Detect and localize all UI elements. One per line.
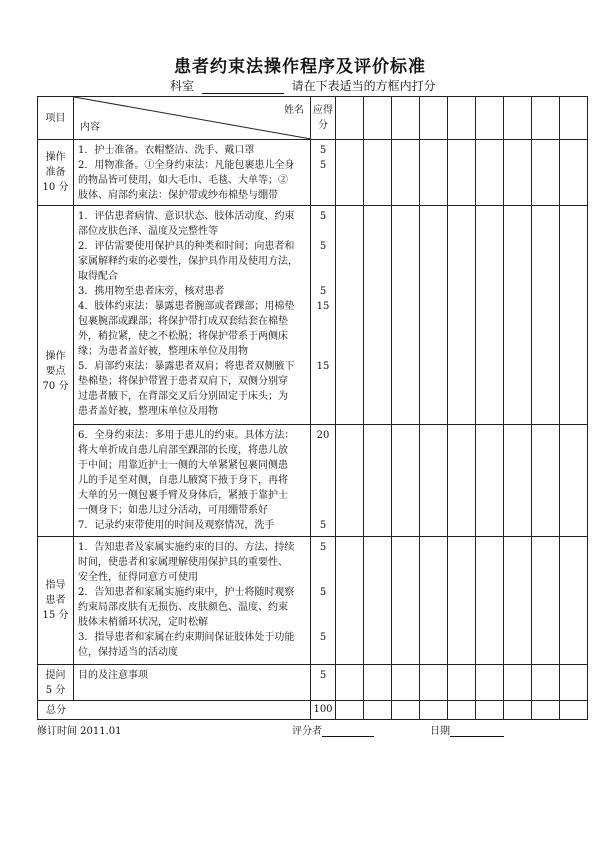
- score-value: [311, 473, 335, 488]
- grader-cell[interactable]: [420, 665, 448, 701]
- grader-cell[interactable]: [504, 140, 532, 206]
- date-blank[interactable]: [450, 725, 504, 737]
- grader-cell[interactable]: [336, 425, 364, 537]
- content-line: 2．用物准备。①全身约束法：凡能包裹患儿全身: [78, 160, 295, 171]
- cat-line: 操作: [45, 152, 66, 163]
- grader-cell[interactable]: [532, 206, 560, 425]
- header-name: 姓名: [284, 105, 304, 116]
- grader-cell[interactable]: [504, 206, 532, 425]
- grader-cell[interactable]: [364, 206, 392, 425]
- score-value: 5: [319, 587, 327, 598]
- grader-cell[interactable]: [532, 425, 560, 537]
- section-ops-part1: [38, 206, 588, 425]
- score-value: [311, 254, 335, 269]
- score-value: [311, 344, 335, 359]
- grader-cell[interactable]: [392, 206, 420, 425]
- score-value: [311, 314, 335, 329]
- content-line: 7．记录约束带使用的时间及观察情况，洗手: [78, 520, 275, 531]
- header-score: [311, 97, 336, 140]
- section-total: [38, 701, 588, 720]
- grader-label: 评分者: [292, 726, 322, 737]
- grader-cell[interactable]: [448, 425, 476, 537]
- cat-guide: [38, 537, 74, 665]
- grader-cell[interactable]: [392, 97, 420, 140]
- grader-cell[interactable]: [364, 701, 392, 720]
- score-value: [311, 488, 335, 503]
- grader-cell[interactable]: [448, 537, 476, 665]
- grader-cell[interactable]: [476, 140, 504, 206]
- dept-label: 科室: [170, 79, 195, 93]
- grader-cell[interactable]: [532, 97, 560, 140]
- page-title: 患者约束法操作程序及评价标准: [174, 57, 426, 77]
- instruction-text: 请在下表适当的方框内打分: [291, 79, 436, 93]
- content-line: 儿的手足至对侧，自患儿腋窝下掖于身下，再将: [78, 475, 288, 486]
- score-value: [311, 615, 335, 630]
- grader-cell[interactable]: [420, 206, 448, 425]
- score-value: 5: [319, 520, 327, 531]
- content-line: 肢体末梢循环状况，定时松解: [78, 617, 208, 628]
- content-line: 1．护士准备。衣帽整洁、洗手、戴口罩: [78, 145, 255, 156]
- grader-cell[interactable]: [392, 701, 420, 720]
- grader-cell[interactable]: [420, 97, 448, 140]
- score-value: 5: [319, 145, 327, 156]
- content-line: 外，稍拉紧，使之不松脱；将保护带系于两侧床: [78, 331, 288, 342]
- grader-cell[interactable]: [448, 140, 476, 206]
- cat-line: 指导: [45, 580, 66, 591]
- content-cell: [74, 140, 311, 206]
- cat-line: 准备: [45, 167, 66, 178]
- score-value: [311, 503, 335, 518]
- grader-cell[interactable]: [532, 140, 560, 206]
- score-value: 5: [319, 542, 327, 553]
- grader-cell[interactable]: [392, 665, 420, 701]
- content-line: 包裹腕部或踝部；将保护带打成双套结套在棉垫: [78, 316, 288, 327]
- content-line: 目的及注意事项: [78, 670, 148, 681]
- content-line: 于中间；用靠近护士一侧的大单紧紧包裹同侧患: [78, 460, 288, 471]
- grader-cell[interactable]: [364, 665, 392, 701]
- score-value: 5: [319, 670, 327, 681]
- grader-cell[interactable]: [364, 425, 392, 537]
- score-value: [311, 458, 335, 473]
- cat-line: 10 分: [42, 182, 69, 193]
- content-line: 3．携用物至患者床旁，核对患者: [78, 286, 225, 297]
- diagonal-line: [74, 97, 311, 139]
- date-label: 日期: [430, 726, 450, 737]
- content-line: 过患者腋下，在背部交叉后分别固定于床头；为: [78, 391, 288, 402]
- grader-cell[interactable]: [420, 701, 448, 720]
- evaluation-table: [37, 96, 588, 720]
- grader-cell[interactable]: [336, 206, 364, 425]
- score-value: 5: [319, 211, 327, 222]
- grader-cell[interactable]: [336, 701, 364, 720]
- grader-cell[interactable]: [364, 97, 392, 140]
- section-prep: [38, 140, 588, 206]
- content-line: 2．评估需要使用保护具的种类和时间；向患者和: [78, 241, 295, 252]
- grader-cell[interactable]: [448, 206, 476, 425]
- grader-cell[interactable]: [532, 701, 560, 720]
- content-cell: [74, 665, 311, 701]
- score-value: 5: [319, 160, 327, 171]
- revised-date: 修订时间 2011.01: [37, 726, 122, 737]
- score-cell: [311, 140, 336, 206]
- subtitle: [170, 77, 436, 94]
- dept-blank[interactable]: [202, 81, 284, 94]
- header-diagonal-cell: [74, 97, 311, 140]
- grader-cell[interactable]: [560, 97, 588, 140]
- grader-cell[interactable]: [504, 97, 532, 140]
- total-label: 总分: [38, 701, 311, 720]
- cat-ops: [38, 206, 74, 537]
- content-line: 约束局部皮肤有无损伤、皮肤颜色、温度、约束: [78, 602, 288, 613]
- content-line: 肢体、肩部约束法：保护带或纱布棉垫与绷带: [78, 190, 278, 201]
- cat-line: 患者: [45, 595, 66, 606]
- content-line: 患者盖好被，整理床单位及用物: [78, 406, 218, 417]
- score-value: 20: [316, 430, 330, 441]
- content-line: 时间，使患者和家属理解使用保护具的重要性、: [78, 557, 288, 568]
- content-line: 取得配合: [78, 271, 118, 282]
- score-cell: [311, 206, 336, 425]
- content-line: 部位皮肤色泽、温度及完整性等: [78, 226, 218, 237]
- grader-cell[interactable]: [392, 537, 420, 665]
- content-cell: [74, 206, 311, 425]
- content-line: 6．全身约束法：多用于患儿的约束。具体方法：: [78, 430, 295, 441]
- grader-cell[interactable]: [448, 701, 476, 720]
- score-value: 15: [316, 361, 330, 372]
- grader-cell[interactable]: [532, 537, 560, 665]
- content-line: 5．肩部约束法：暴露患者双肩；将患者双侧腋下: [78, 361, 295, 372]
- grader-cell[interactable]: [532, 665, 560, 701]
- grader-field: [292, 722, 374, 737]
- grader-cell[interactable]: [560, 701, 588, 720]
- cat-line: 5 分: [45, 684, 66, 696]
- content-cell: [74, 537, 311, 665]
- grader-cell[interactable]: [336, 665, 364, 701]
- grader-cell[interactable]: [336, 140, 364, 206]
- grader-cell[interactable]: [392, 140, 420, 206]
- grader-cell[interactable]: [476, 537, 504, 665]
- section-ask: [38, 665, 588, 701]
- score-value: 5: [319, 286, 327, 297]
- grader-cell[interactable]: [560, 425, 588, 537]
- grader-cell[interactable]: [476, 665, 504, 701]
- header-item: 项目: [38, 97, 74, 140]
- score-value: [311, 329, 335, 344]
- grader-blank[interactable]: [322, 725, 374, 737]
- header-row: [38, 97, 588, 140]
- grader-cell[interactable]: [476, 97, 504, 140]
- section-ops-part2: [38, 425, 588, 537]
- section-guide: [38, 537, 588, 665]
- grader-cell[interactable]: [504, 537, 532, 665]
- content-line: 一侧身下；如患儿过分活动，可用绷带系好: [78, 505, 268, 516]
- grader-cell[interactable]: [420, 537, 448, 665]
- grader-cell[interactable]: [476, 425, 504, 537]
- grader-cell[interactable]: [476, 206, 504, 425]
- score-cell: [311, 425, 336, 537]
- grader-cell[interactable]: [448, 97, 476, 140]
- grader-cell[interactable]: [476, 701, 504, 720]
- score-value: [311, 600, 335, 615]
- grader-cell[interactable]: [448, 665, 476, 701]
- grader-cell[interactable]: [560, 206, 588, 425]
- grader-cell[interactable]: [504, 665, 532, 701]
- grader-cell[interactable]: [364, 537, 392, 665]
- grader-cell[interactable]: [364, 140, 392, 206]
- cat-ask: [38, 665, 74, 701]
- header-content: 内容: [80, 122, 100, 133]
- score-cell: [311, 665, 336, 701]
- header-score-line1: 应得: [313, 105, 333, 116]
- content-line: 4．肢体约束法：暴露患者腕部或者踝部；用棉垫: [78, 301, 295, 312]
- content-line: 大单的另一侧包裹手臂及身体后，紧掖于靠护士: [78, 490, 288, 501]
- grader-cell[interactable]: [504, 701, 532, 720]
- grader-cell[interactable]: [560, 537, 588, 665]
- score-cell: [311, 537, 336, 665]
- content-line: 将大单折成自患儿肩部至踝部的长度，将患儿放: [78, 445, 288, 456]
- score-value: [311, 443, 335, 458]
- score-value: 15: [316, 301, 330, 312]
- cat-line: 提问: [45, 669, 66, 681]
- grader-cell[interactable]: [420, 140, 448, 206]
- grader-cell[interactable]: [560, 140, 588, 206]
- content-cell: [74, 425, 311, 537]
- cat-prep: [38, 140, 74, 206]
- score-value: [311, 570, 335, 585]
- content-line: 安全性，征得同意方可使用: [78, 572, 198, 583]
- content-line: 3．指导患者和家属在约束期间保证肢体处于功能: [78, 632, 295, 643]
- grader-cell[interactable]: [336, 537, 364, 665]
- score-value: [311, 224, 335, 239]
- grader-cell[interactable]: [504, 425, 532, 537]
- score-value: [311, 269, 335, 284]
- cat-line: 70 分: [42, 380, 69, 392]
- content-line: 家属解释约束的必要性，保护具作用及使用方法，: [78, 256, 298, 267]
- content-line: 的物品皆可使用，如大毛巾、毛毯、大单等；②: [78, 175, 288, 186]
- header-score-line2: 分: [318, 120, 328, 131]
- grader-cell[interactable]: [336, 97, 364, 140]
- score-value: 5: [319, 632, 327, 643]
- total-score: 100: [311, 701, 336, 720]
- cat-line: 要点: [45, 365, 66, 377]
- content-line: 1．评估患者病情、意识状态、肢体活动度、约束: [78, 211, 295, 222]
- grader-cell[interactable]: [420, 425, 448, 537]
- date-field: [430, 722, 504, 737]
- content-line: 位，保持适当的活动度: [78, 647, 178, 658]
- score-value: 5: [319, 241, 327, 252]
- content-line: 缘；为患者盖好被，整理床单位及用物: [78, 346, 248, 357]
- content-line: 1．告知患者及家属实施约束的目的、方法、持续: [78, 542, 295, 553]
- content-line: 2．告知患者和家属实施约束中，护士将随时观察: [78, 587, 295, 598]
- grader-cell[interactable]: [392, 425, 420, 537]
- content-line: 垫棉垫；将保护带置于患者双肩下，双侧分别穿: [78, 376, 288, 387]
- score-value: [311, 555, 335, 570]
- cat-line: 操作: [45, 350, 66, 362]
- grader-cell[interactable]: [560, 665, 588, 701]
- cat-line: 15 分: [42, 610, 69, 621]
